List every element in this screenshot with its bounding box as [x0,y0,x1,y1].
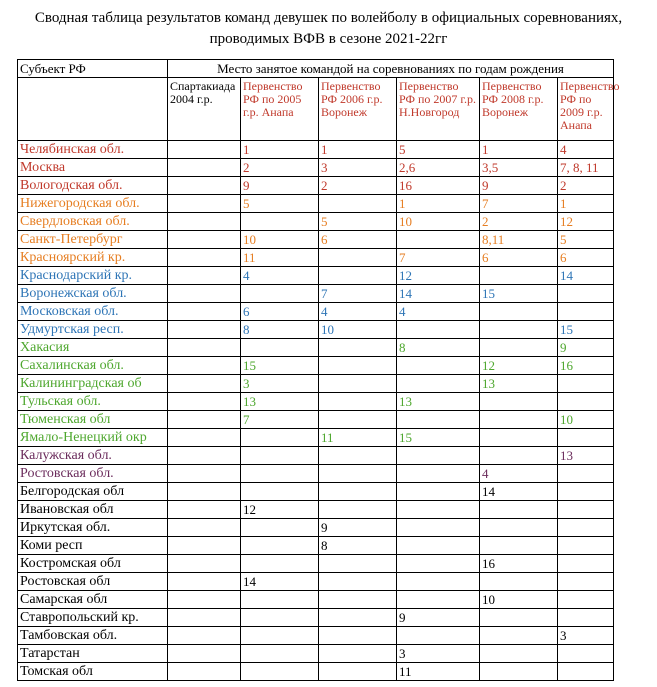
subject-name: Нижегородская обл. [18,195,168,213]
subject-name: Ямало-Ненецкий окр [18,429,168,447]
result-cell: 10 [319,321,397,339]
table-row [18,249,614,267]
result-cell [241,447,319,465]
result-cell [558,519,614,537]
result-cell [168,249,241,267]
result-cell [397,465,480,483]
result-cell [319,483,397,501]
result-cell: 16 [397,177,480,195]
result-cell: 11 [319,429,397,447]
result-cell [397,483,480,501]
result-cell: 9 [558,339,614,357]
result-cell [397,411,480,429]
header-col-1: Первенство РФ по 2005 г.р. Анапа [241,78,319,141]
result-cell [241,645,319,663]
result-cell: 6 [241,303,319,321]
result-cell: 3 [397,645,480,663]
result-cell: 3 [558,627,614,645]
result-cell [480,609,558,627]
results-table [17,59,620,681]
table-row [18,159,614,177]
result-cell [397,447,480,465]
result-cell [168,573,241,591]
result-cell [558,591,614,609]
result-cell [397,231,480,249]
result-cell [397,555,480,573]
table-row [18,357,614,375]
result-cell [168,447,241,465]
result-cell [558,429,614,447]
subject-name: Санкт-Петербург [18,231,168,249]
result-cell: 5 [319,213,397,231]
result-cell [558,465,614,483]
result-cell: 4 [558,141,614,159]
result-cell [558,501,614,519]
result-cell: 1 [241,141,319,159]
result-cell: 4 [241,267,319,285]
result-cell [168,321,241,339]
table-row [18,537,614,555]
result-cell: 10 [241,231,319,249]
header-col-4: Первенство РФ 2008 г.р. Воронеж [480,78,558,141]
table-row [18,519,614,537]
result-cell [480,303,558,321]
result-cell [168,285,241,303]
result-cell [241,483,319,501]
result-cell [241,663,319,681]
result-cell: 4 [319,303,397,321]
subject-name: Тюменская обл [18,411,168,429]
result-cell [397,591,480,609]
table-row [18,411,614,429]
table-row [18,285,614,303]
result-cell [168,519,241,537]
result-cell: 3 [241,375,319,393]
subject-name: Ростовская обл [18,573,168,591]
result-cell: 7 [397,249,480,267]
result-cell: 10 [397,213,480,231]
header-row-1 [18,60,614,78]
result-cell [397,519,480,537]
result-cell: 7, 8, 11 [558,159,614,177]
result-cell [480,447,558,465]
subject-name: Ставропольский кр. [18,609,168,627]
result-cell: 15 [241,357,319,375]
result-cell [397,321,480,339]
subject-name: Хакасия [18,339,168,357]
result-cell: 1 [558,195,614,213]
result-cell [319,609,397,627]
result-cell: 2,6 [397,159,480,177]
subject-name: Калининградская об [18,375,168,393]
result-cell: 7 [241,411,319,429]
result-cell [558,573,614,591]
result-cell [319,663,397,681]
table-row [18,663,614,681]
result-cell [319,195,397,213]
result-cell [558,537,614,555]
result-cell [319,501,397,519]
result-cell [168,339,241,357]
result-cell [480,663,558,681]
result-cell: 10 [480,591,558,609]
header-subject: Субъект РФ [18,60,168,78]
result-cell: 11 [241,249,319,267]
result-cell: 15 [397,429,480,447]
result-cell [168,141,241,159]
result-cell [319,267,397,285]
result-cell [480,321,558,339]
result-cell [480,411,558,429]
result-cell: 13 [558,447,614,465]
result-cell [168,195,241,213]
result-cell [319,447,397,465]
subject-name: Костромская обл [18,555,168,573]
result-cell: 15 [558,321,614,339]
header-empty-cell [18,78,168,141]
subject-name: Удмуртская респ. [18,321,168,339]
result-cell [397,375,480,393]
subject-name: Иркутская обл. [18,519,168,537]
result-cell [168,465,241,483]
subject-name: Москва [18,159,168,177]
result-cell [168,159,241,177]
subject-name: Ростовская обл. [18,465,168,483]
table-row [18,321,614,339]
table-row [18,393,614,411]
subject-name: Челябинская обл. [18,141,168,159]
result-cell: 8,11 [480,231,558,249]
result-cell [241,465,319,483]
subject-name: Вологодская обл. [18,177,168,195]
result-cell [168,483,241,501]
result-cell [319,393,397,411]
result-cell [319,375,397,393]
result-cell [168,375,241,393]
result-cell: 9 [397,609,480,627]
result-cell: 2 [241,159,319,177]
result-cell [397,537,480,555]
result-cell [241,609,319,627]
table-row [18,573,614,591]
result-cell [168,645,241,663]
result-cell: 1 [319,141,397,159]
result-cell [168,429,241,447]
result-cell [319,555,397,573]
subject-name: Коми респ [18,537,168,555]
result-cell [241,285,319,303]
result-cell [480,267,558,285]
subject-name: Московская обл. [18,303,168,321]
result-cell [241,519,319,537]
result-cell: 1 [480,141,558,159]
result-cell [480,339,558,357]
result-cell: 11 [397,663,480,681]
table-row [18,141,614,159]
result-cell [558,393,614,411]
result-cell [168,213,241,231]
title-line-1: Сводная таблица результатов команд девушек по волейболу в официальных соревнованиях, [34,10,623,26]
table-row [18,591,614,609]
subject-name: Краснодарский кр. [18,267,168,285]
result-cell [480,537,558,555]
table-row [18,609,614,627]
result-cell [168,537,241,555]
result-cell [558,663,614,681]
header-place: Место занятое командой на соревнованиях по годам рождения [168,60,614,78]
title-line-2: проводимых ВФВ в сезоне 2021-22гг [209,31,448,47]
result-cell [558,555,614,573]
result-cell: 10 [558,411,614,429]
result-cell [241,555,319,573]
table-row [18,447,614,465]
result-cell [319,357,397,375]
result-cell: 2 [480,213,558,231]
subject-name: Томская обл [18,663,168,681]
result-cell: 9 [241,177,319,195]
result-cell [241,213,319,231]
result-cell: 14 [397,285,480,303]
result-cell: 16 [480,555,558,573]
table-row [18,213,614,231]
result-cell [397,627,480,645]
result-cell: 12 [480,357,558,375]
result-cell [168,555,241,573]
result-cell: 13 [480,375,558,393]
result-cell [480,645,558,663]
result-cell [168,267,241,285]
result-cell [168,501,241,519]
result-cell [558,645,614,663]
result-cell [319,339,397,357]
result-cell: 14 [480,483,558,501]
table-row [18,627,614,645]
result-cell [558,285,614,303]
table-row [18,465,614,483]
result-cell [319,645,397,663]
result-cell: 4 [397,303,480,321]
result-cell: 7 [319,285,397,303]
result-cell [397,357,480,375]
document-title [0,8,657,50]
result-cell [480,627,558,645]
result-cell [480,501,558,519]
header-col-2: Первенство РФ 2006 г.р. Воронеж [319,78,397,141]
subject-name: Белгородская обл [18,483,168,501]
result-cell: 16 [558,357,614,375]
result-cell: 8 [397,339,480,357]
result-cell: 8 [319,537,397,555]
result-cell [241,591,319,609]
result-cell [168,591,241,609]
result-cell [558,483,614,501]
result-cell [319,573,397,591]
subject-name: Калужская обл. [18,447,168,465]
result-cell: 2 [319,177,397,195]
table-row [18,177,614,195]
result-cell: 7 [480,195,558,213]
subject-name: Сахалинская обл. [18,357,168,375]
table-row [18,555,614,573]
result-cell: 14 [558,267,614,285]
result-cell: 12 [241,501,319,519]
result-cell: 12 [558,213,614,231]
result-cell: 9 [480,177,558,195]
table-row [18,501,614,519]
table-row [18,429,614,447]
header-col-0: Спартакиада 2004 г.р. [168,78,241,141]
result-cell: 8 [241,321,319,339]
table-row [18,303,614,321]
result-cell [558,303,614,321]
result-cell [168,609,241,627]
result-cell: 2 [558,177,614,195]
result-cell [168,231,241,249]
result-cell [168,393,241,411]
result-cell: 15 [480,285,558,303]
result-cell: 3,5 [480,159,558,177]
table-row [18,339,614,357]
result-cell [168,303,241,321]
subject-name: Тамбовская обл. [18,627,168,645]
result-cell: 4 [480,465,558,483]
table-row [18,231,614,249]
result-cell [241,339,319,357]
result-cell: 1 [397,195,480,213]
subject-name: Татарстан [18,645,168,663]
result-cell [319,249,397,267]
result-cell [558,609,614,627]
result-cell [241,429,319,447]
header-col-5: Первенство РФ по 2009 г.р. Анапа [558,78,614,141]
subject-name: Свердловская обл. [18,213,168,231]
result-cell [319,465,397,483]
result-cell: 12 [397,267,480,285]
subject-name: Самарская обл [18,591,168,609]
result-cell [168,627,241,645]
result-cell [480,573,558,591]
result-cell [168,357,241,375]
result-cell: 6 [319,231,397,249]
table-row [18,267,614,285]
result-cell [319,411,397,429]
subject-name: Ивановская обл [18,501,168,519]
subject-name: Красноярский кр. [18,249,168,267]
result-cell [480,519,558,537]
result-cell [168,177,241,195]
result-cell [397,573,480,591]
result-cell [480,393,558,411]
result-cell [558,375,614,393]
result-cell: 3 [319,159,397,177]
table-row [18,483,614,501]
subject-name: Тульская обл. [18,393,168,411]
result-cell: 13 [397,393,480,411]
result-cell [241,537,319,555]
result-cell [480,429,558,447]
table-row [18,195,614,213]
result-cell: 5 [397,141,480,159]
result-cell: 5 [558,231,614,249]
result-cell: 6 [480,249,558,267]
table-row [18,375,614,393]
result-cell: 5 [241,195,319,213]
result-cell [168,411,241,429]
result-cell [319,591,397,609]
header-row-2 [18,78,614,141]
table-row [18,645,614,663]
result-cell [168,663,241,681]
result-cell: 13 [241,393,319,411]
result-cell: 6 [558,249,614,267]
result-cell [241,627,319,645]
result-cell: 9 [319,519,397,537]
result-cell: 14 [241,573,319,591]
result-cell [319,627,397,645]
subject-name: Воронежская обл. [18,285,168,303]
header-col-3: Первенство РФ по 2007 г.р. Н.Новгород [397,78,480,141]
result-cell [397,501,480,519]
